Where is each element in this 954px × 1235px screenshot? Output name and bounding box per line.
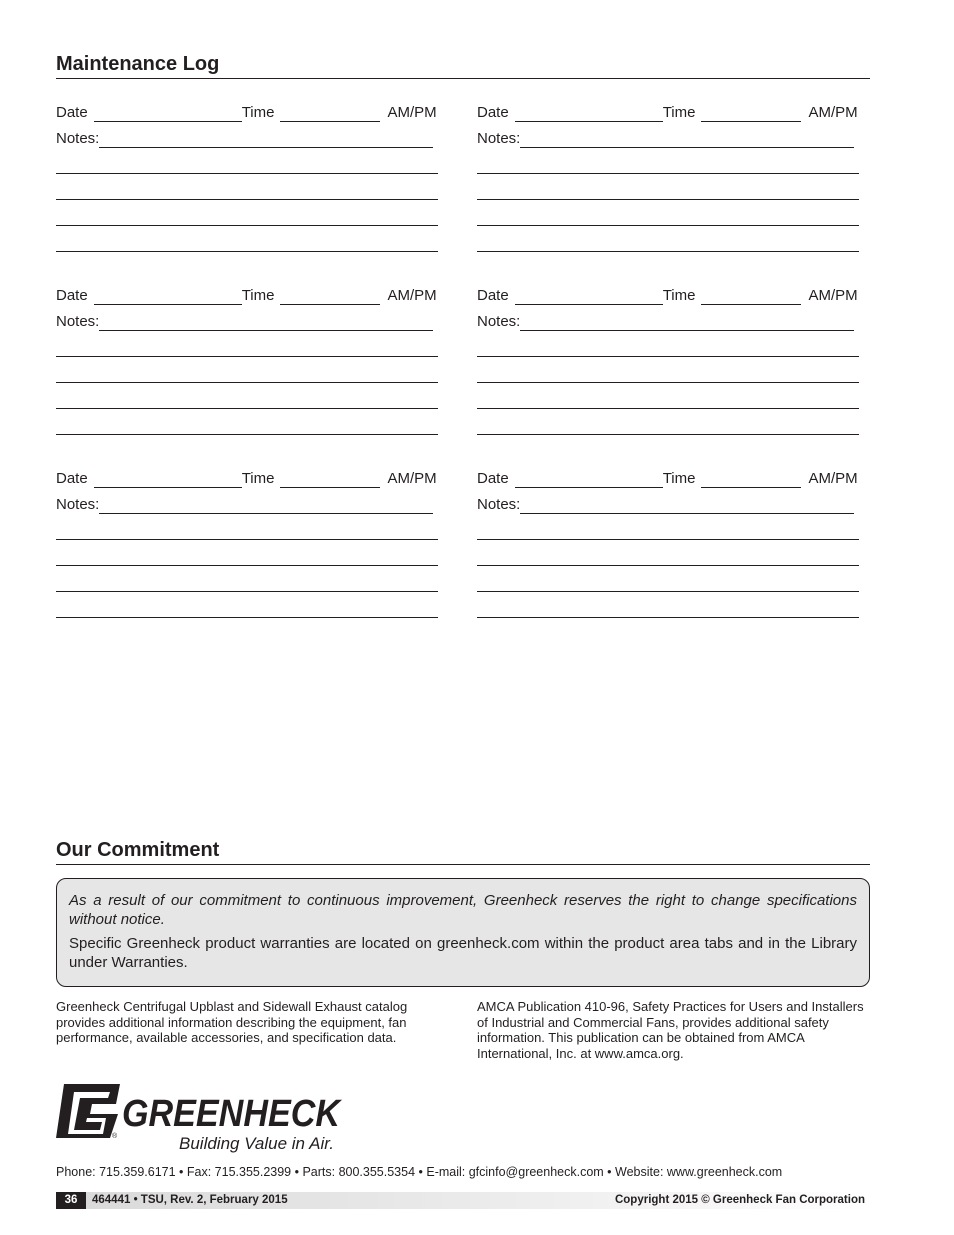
notes-line[interactable] [56,199,438,200]
notes-label: Notes: [56,313,100,330]
notes-line[interactable] [56,382,438,383]
maintenance-log-title: Maintenance Log [56,52,870,79]
time-label: Time [241,104,275,121]
notes-field[interactable] [520,316,854,331]
time-field[interactable] [280,107,380,122]
notes-line[interactable] [477,225,859,226]
date-field[interactable] [94,290,242,305]
notes-line[interactable] [477,356,859,357]
date-field[interactable] [94,107,242,122]
notes-line[interactable] [56,539,438,540]
commitment-box [56,878,870,987]
date-field[interactable] [515,107,663,122]
notes-line[interactable] [477,173,859,174]
time-label: Time [241,287,275,304]
notes-line[interactable] [56,408,438,409]
date-label: Date [56,104,88,121]
copyright-notice: Copyright 2015 © Greenheck Fan Corporation [614,1194,865,1206]
notes-label: Notes: [56,130,100,147]
notes-line[interactable] [56,225,438,226]
date-label: Date [477,104,509,121]
amca-info-text: AMCA Publication 410-96, Safety Practices for Users and Installers of Industrial and Commercial Fans, provides additional safety information. This publication can be obtained from AMCA International, Inc. at www.amca.org. [477,999,864,1061]
time-field[interactable] [701,290,801,305]
footer-bar [56,1192,870,1209]
date-label: Date [477,287,509,304]
greenheck-g-logo-icon [56,1082,356,1156]
time-label: Time [241,470,275,487]
ampm-label: AM/PM [808,287,858,304]
ampm-label: AM/PM [808,470,858,487]
ampm-label: AM/PM [808,104,858,121]
time-label: Time [662,287,696,304]
notes-line[interactable] [477,617,859,618]
notes-line[interactable] [56,173,438,174]
date-field[interactable] [515,473,663,488]
registered-mark: ® [112,1133,118,1140]
notes-line[interactable] [56,251,438,252]
document-id: 464441 • TSU, Rev. 2, February 2015 [92,1194,288,1206]
notes-field[interactable] [520,133,854,148]
ampm-label: AM/PM [387,104,437,121]
notes-line[interactable] [477,434,859,435]
notes-line[interactable] [56,434,438,435]
notes-field[interactable] [99,316,433,331]
date-field[interactable] [515,290,663,305]
ampm-label: AM/PM [387,470,437,487]
notes-line[interactable] [477,199,859,200]
catalog-info-text: Greenheck Centrifugal Upblast and Sidewall Exhaust catalog provides additional information describing the equipment, fan performance, available accessories, and specification data. [56,999,408,1045]
notes-line[interactable] [477,565,859,566]
notes-line[interactable] [56,565,438,566]
date-label: Date [477,470,509,487]
notes-field[interactable] [99,133,433,148]
notes-field[interactable] [520,499,854,514]
notes-line[interactable] [477,539,859,540]
date-field[interactable] [94,473,242,488]
notes-line[interactable] [477,251,859,252]
notes-line[interactable] [477,382,859,383]
logo-tagline: Building Value in Air. [179,1134,334,1153]
notes-line[interactable] [56,591,438,592]
notes-line[interactable] [477,591,859,592]
time-label: Time [662,104,696,121]
date-label: Date [56,287,88,304]
ampm-label: AM/PM [387,287,437,304]
time-field[interactable] [280,473,380,488]
commitment-notice: As a result of our commitment to continuous improvement, Greenheck reserves the right to change specifications without notice. [69,892,857,928]
time-field[interactable] [701,107,801,122]
notes-label: Notes: [477,130,521,147]
notes-label: Notes: [477,313,521,330]
page-number: 36 [56,1192,86,1209]
time-field[interactable] [701,473,801,488]
date-label: Date [56,470,88,487]
contact-line: Phone: 715.359.6171 • Fax: 715.355.2399 • Parts: 800.355.5354 • E-mail: gfcinfo@greenheck.com • Website: www.greenheck.com [56,1165,783,1179]
logo-name: GREENHECK [122,1093,343,1135]
notes-label: Notes: [477,496,521,513]
warranty-notice: Specific Greenheck product warranties are located on greenheck.com within the product area tabs and in the Library under Warranties. [69,935,857,971]
time-field[interactable] [280,290,380,305]
notes-line[interactable] [56,356,438,357]
time-label: Time [662,470,696,487]
notes-line[interactable] [477,408,859,409]
notes-field[interactable] [99,499,433,514]
greenheck-logo [56,1082,356,1156]
notes-label: Notes: [56,496,100,513]
our-commitment-title: Our Commitment [56,838,870,865]
notes-line[interactable] [56,617,438,618]
